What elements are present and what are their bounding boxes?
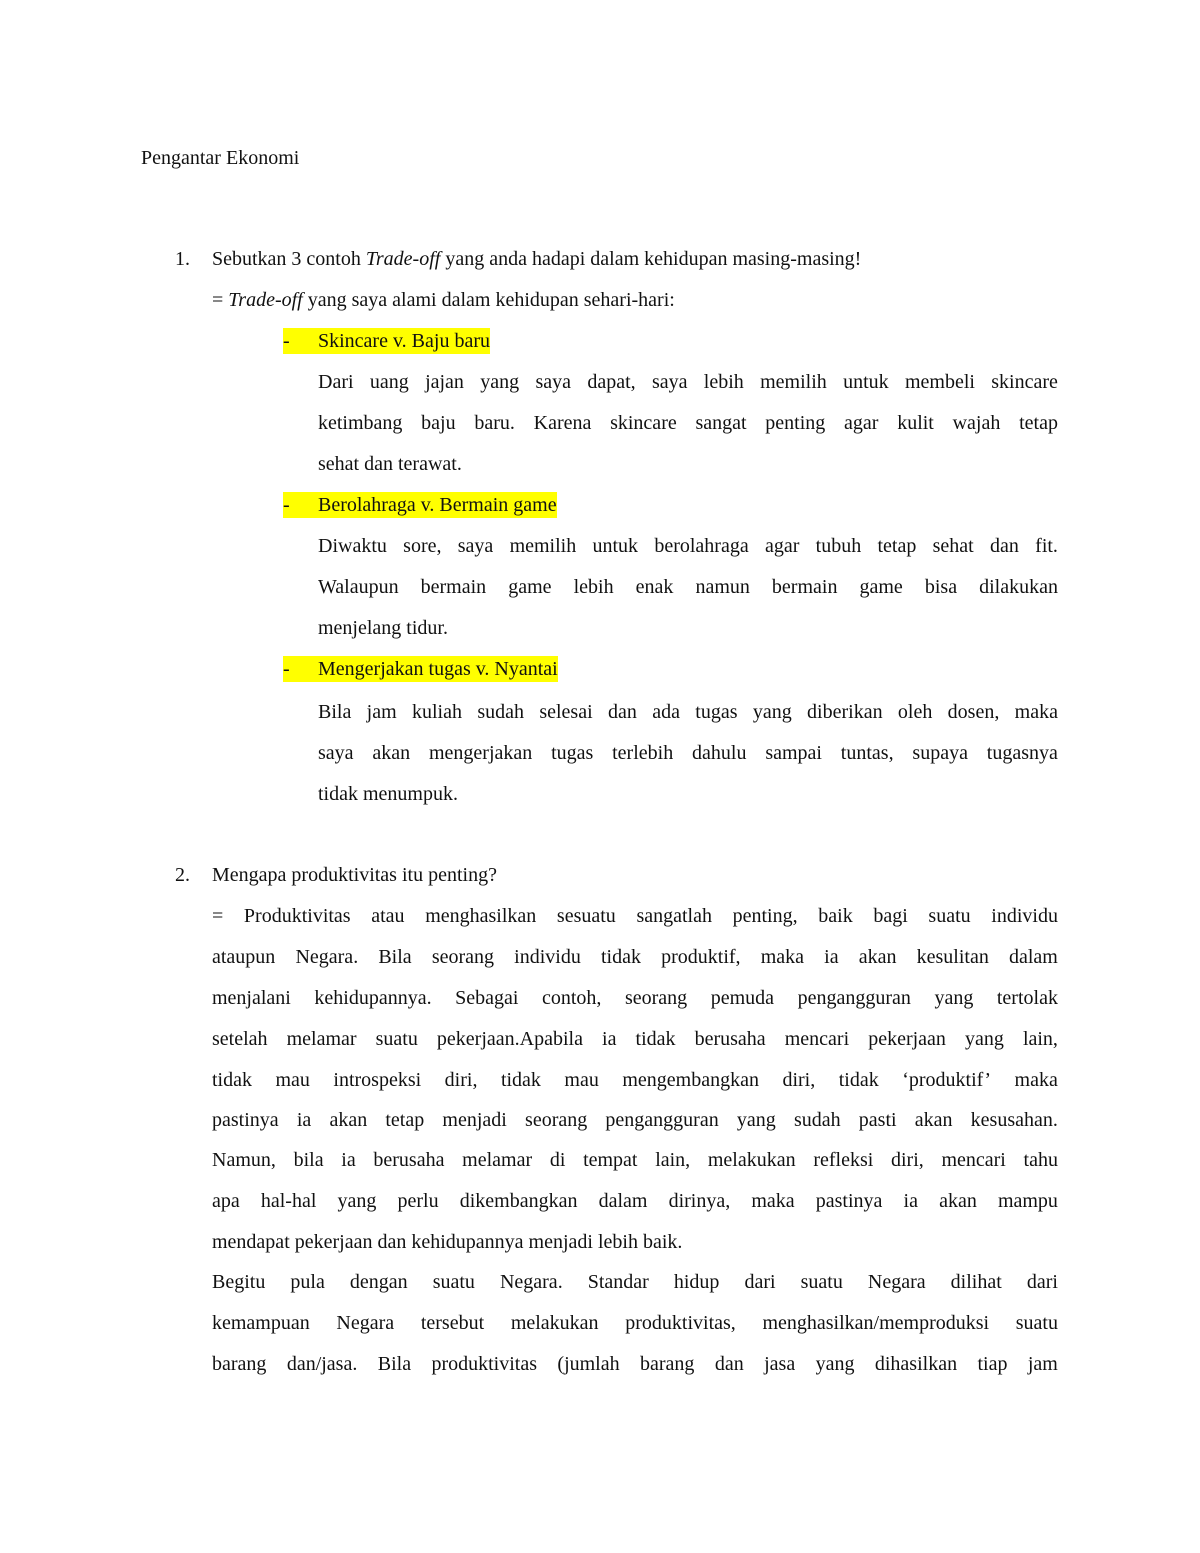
question-1-text [212, 246, 861, 272]
answer-2-line: mendapat pekerjaan dan kehidupannya menjadi lebih baik. [212, 1231, 683, 1253]
item-3-line-3: tidak menumpuk. [318, 783, 458, 805]
question-1-emphasis: Trade-off [365, 248, 441, 270]
answer-1-intro [212, 287, 675, 313]
item-1-line-3: sehat dan terawat. [318, 453, 462, 475]
answer-1-pre: = [212, 289, 229, 311]
question-1-pre: Sebutkan 3 contoh [212, 248, 366, 270]
document-title: Pengantar Ekonomi [141, 147, 300, 169]
question-1-post: yang anda hadapi dalam kehidupan masing-masing! [440, 248, 862, 270]
answer-1-post: yang saya alami dalam kehidupan sehari-hari: [302, 289, 675, 311]
answer-2-line: tidak mau introspeksi diri, tidak mau mengembangkan diri, tidak ‘produktif’ maka [212, 1069, 1058, 1091]
answer-2-line: pastinya ia akan tetap menjadi seorang pengangguran yang sudah pasti akan kesusahan. [212, 1109, 1058, 1131]
question-1-number: 1. [175, 248, 190, 270]
answer-2-para2-line: Begitu pula dengan suatu Negara. Standar hidup dari suatu Negara dilihat dari [212, 1271, 1058, 1293]
item-1-line-2: ketimbang baju baru. Karena skincare sangat penting agar kulit wajah tetap [318, 412, 1058, 434]
answer-2-line: menjalani kehidupannya. Sebagai contoh, seorang pemuda pengangguran yang tertolak [212, 987, 1058, 1009]
answer-2-para2-line: kemampuan Negara tersebut melakukan produktivitas, menghasilkan/memproduksi suatu [212, 1312, 1058, 1334]
answer-2-line: ataupun Negara. Bila seorang individu tidak produktif, maka ia akan kesulitan dalam [212, 946, 1058, 968]
answer-1-emphasis: Trade-off [228, 289, 303, 311]
item-2-line-1: Diwaktu sore, saya memilih untuk berolahraga agar tubuh tetap sehat dan fit. [318, 535, 1058, 557]
bullet-dash: - [283, 328, 318, 354]
item-heading-tugas: Mengerjakan tugas v. Nyantai [318, 658, 558, 680]
question-2-number: 2. [175, 864, 190, 886]
answer-2-line: = Produktivitas atau menghasilkan sesuatu sangatlah penting, baik bagi suatu individu [212, 905, 1058, 927]
answer-2-line: apa hal-hal yang perlu dikembangkan dalam dirinya, maka pastinya ia akan mampu [212, 1190, 1058, 1212]
item-2-line-2: Walaupun bermain game lebih enak namun bermain game bisa dilakukan [318, 576, 1058, 598]
item-3-line-1: Bila jam kuliah sudah selesai dan ada tugas yang diberikan oleh dosen, maka [318, 701, 1058, 723]
answer-2-line: setelah melamar suatu pekerjaan.Apabila ia tidak berusaha mencari pekerjaan yang lain, [212, 1028, 1058, 1050]
answer-2-para2-line: barang dan/jasa. Bila produktivitas (jumlah barang dan jasa yang dihasilkan tiap jam [212, 1353, 1058, 1375]
answer-2-line: Namun, bila ia berusaha melamar di tempat lain, melakukan refleksi diri, mencari tahu [212, 1149, 1058, 1171]
bullet-dash: - [283, 656, 318, 682]
item-3-line-2: saya akan mengerjakan tugas terlebih dahulu sampai tuntas, supaya tugasnya [318, 742, 1058, 764]
item-1-line-1: Dari uang jajan yang saya dapat, saya lebih memilih untuk membeli skincare [318, 371, 1058, 393]
item-2-line-3: menjelang tidur. [318, 617, 448, 639]
item-heading-olahraga: Berolahraga v. Bermain game [318, 494, 557, 516]
bullet-dash: - [283, 492, 318, 518]
question-2-text: Mengapa produktivitas itu penting? [212, 864, 497, 886]
item-heading-skincare: Skincare v. Baju baru [318, 330, 490, 352]
